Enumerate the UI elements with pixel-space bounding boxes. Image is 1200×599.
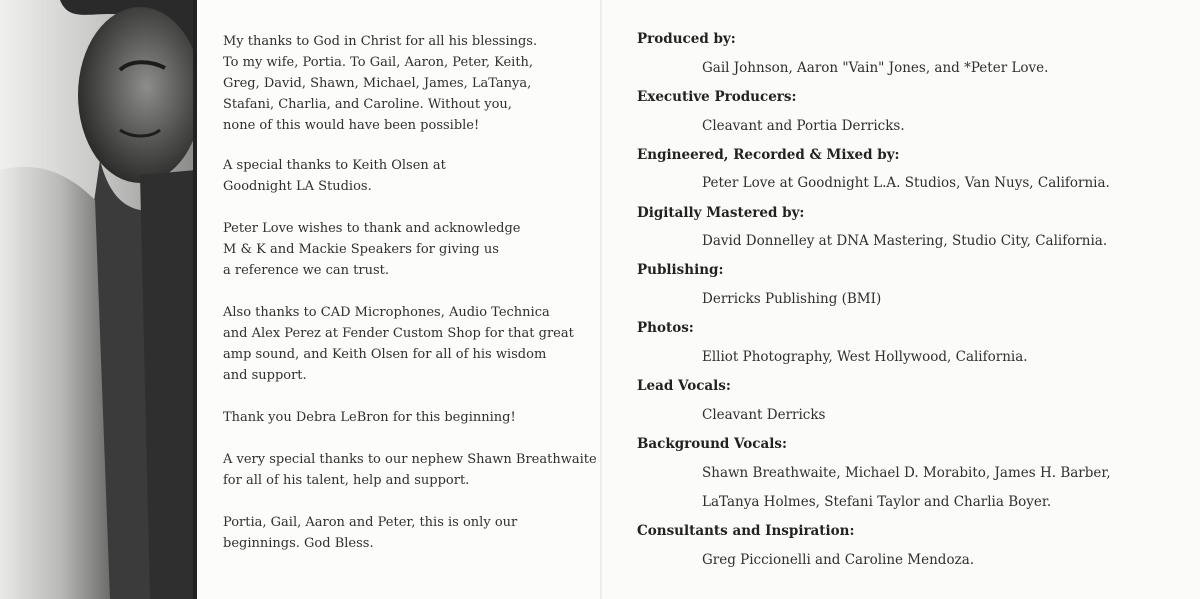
thanks-paragraph-7 [223, 512, 583, 554]
text-line: Stafani, Charlia, and Caroline. Without you, [223, 97, 512, 112]
text-line: a reference we can trust. [223, 263, 390, 278]
credit-value-mastered: David Donnelley at DNA Mastering, Studio City, California. [702, 233, 1108, 249]
portrait-illustration [0, 0, 196, 599]
text-line: beginnings. God Bless. [223, 536, 374, 551]
text-line: for all of his talent, help and support. [223, 473, 470, 488]
credit-value-photos: Elliot Photography, West Hollywood, California. [702, 349, 1028, 365]
credit-value-consultants: Greg Piccionelli and Caroline Mendoza. [702, 552, 975, 568]
text-line: Greg, David, Shawn, Michael, James, LaTanya, [223, 76, 532, 91]
credit-heading-publishing: Publishing: [637, 262, 724, 278]
thanks-paragraph-4 [223, 302, 583, 386]
text-line: A special thanks to Keith Olsen at [223, 158, 446, 173]
thanks-paragraph-5 [223, 407, 583, 428]
credit-value-background-vocals-2: LaTanya Holmes, Stefani Taylor and Charlia Boyer. [702, 494, 1052, 510]
credit-value-executive-producers: Cleavant and Portia Derricks. [702, 118, 905, 134]
credit-value-engineered: Peter Love at Goodnight L.A. Studios, Van Nuys, California. [702, 175, 1110, 191]
credit-value-publishing: Derricks Publishing (BMI) [702, 291, 882, 307]
credit-heading-produced-by: Produced by: [637, 31, 736, 47]
text-line: amp sound, and Keith Olsen for all of his wisdom [223, 347, 547, 362]
credit-heading-executive-producers: Executive Producers: [637, 89, 797, 105]
text-line: Portia, Gail, Aaron and Peter, this is only our [223, 515, 518, 530]
text-line: A very special thanks to our nephew Shawn Breathwaite [223, 452, 597, 467]
text-line: Peter Love wishes to thank and acknowledge [223, 221, 521, 236]
text-line: none of this would have been possible! [223, 118, 480, 133]
credit-heading-photos: Photos: [637, 320, 694, 336]
credit-heading-mastered: Digitally Mastered by: [637, 205, 805, 221]
credit-heading-engineered: Engineered, Recorded & Mixed by: [637, 147, 900, 163]
thanks-paragraph-6 [223, 449, 597, 491]
credit-value-background-vocals-1: Shawn Breathwaite, Michael D. Morabito, James H. Barber, [702, 465, 1111, 481]
text-line: Goodnight LA Studios. [223, 179, 372, 194]
text-line: M & K and Mackie Speakers for giving us [223, 242, 499, 257]
credit-heading-consultants: Consultants and Inspiration: [637, 523, 855, 539]
thanks-paragraph-1 [223, 31, 583, 136]
text-line: My thanks to God in Christ for all his blessings. [223, 34, 538, 49]
text-line: and support. [223, 368, 307, 383]
text-line: Thank you Debra LeBron for this beginning! [223, 410, 516, 425]
portrait-photo [0, 0, 196, 599]
text-line: and Alex Perez at Fender Custom Shop for that great [223, 326, 574, 341]
credit-value-produced-by: Gail Johnson, Aaron "Vain" Jones, and *Peter Love. [702, 60, 1049, 76]
thanks-paragraph-2 [223, 155, 583, 197]
credit-heading-lead-vocals: Lead Vocals: [637, 378, 731, 394]
text-line: Also thanks to CAD Microphones, Audio Technica [223, 305, 550, 320]
text-line: To my wife, Portia. To Gail, Aaron, Peter, Keith, [223, 55, 534, 70]
credit-heading-background-vocals: Background Vocals: [637, 436, 787, 452]
credit-value-lead-vocals: Cleavant Derricks [702, 407, 826, 423]
thanks-paragraph-3 [223, 218, 583, 281]
